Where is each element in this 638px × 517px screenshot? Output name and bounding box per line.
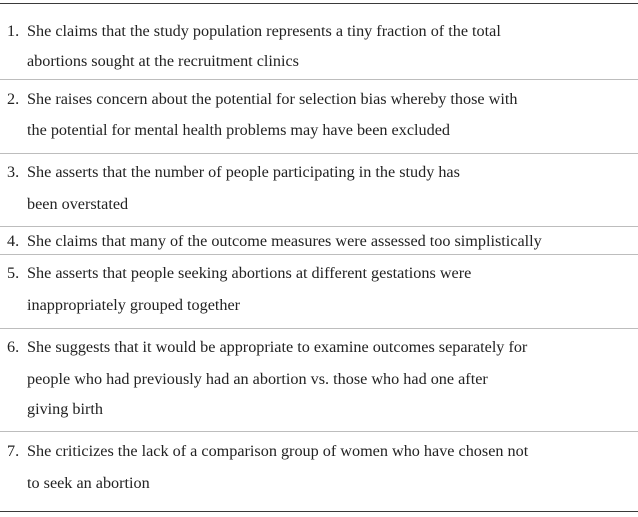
item-number: 4. (7, 232, 20, 250)
table-top-rule (0, 3, 638, 4)
item-number: 5. (7, 264, 20, 282)
item-text-line: She criticizes the lack of a comparison group of women who have chosen not (27, 442, 529, 460)
item-number: 3. (7, 163, 20, 181)
item-text-line: She claims that many of the outcome measures were assessed too simplistically (27, 232, 542, 250)
list-item (0, 226, 638, 255)
item-text-line: She suggests that it would be appropriate to examine outcomes separately for (27, 338, 528, 356)
item-number: 6. (7, 338, 20, 356)
list-item (0, 5, 638, 79)
item-number: 2. (7, 90, 20, 108)
item-text-line: She claims that the study population represents a tiny fraction of the total (27, 22, 501, 40)
item-text-line: abortions sought at the recruitment clinics (27, 52, 299, 70)
table-bottom-rule (0, 511, 638, 512)
item-text-line: giving birth (27, 400, 103, 418)
list-item (0, 431, 638, 512)
item-text-line: to seek an abortion (27, 474, 150, 492)
list-item (0, 153, 638, 227)
list-item (0, 254, 638, 329)
item-text-line: She asserts that the number of people participating in the study has (27, 163, 460, 181)
item-text-line: She raises concern about the potential for selection bias whereby those with (27, 90, 518, 108)
item-text-line: She asserts that people seeking abortions at different gestations were (27, 264, 472, 282)
item-number: 1. (7, 22, 20, 40)
item-text-line: the potential for mental health problems may have been excluded (27, 121, 450, 139)
item-number: 7. (7, 442, 20, 460)
list-item (0, 79, 638, 154)
item-text-line: inappropriately grouped together (27, 296, 241, 314)
item-text-line: been overstated (27, 195, 129, 213)
item-text-line: people who had previously had an abortion vs. those who had one after (27, 370, 488, 388)
list-item (0, 328, 638, 432)
